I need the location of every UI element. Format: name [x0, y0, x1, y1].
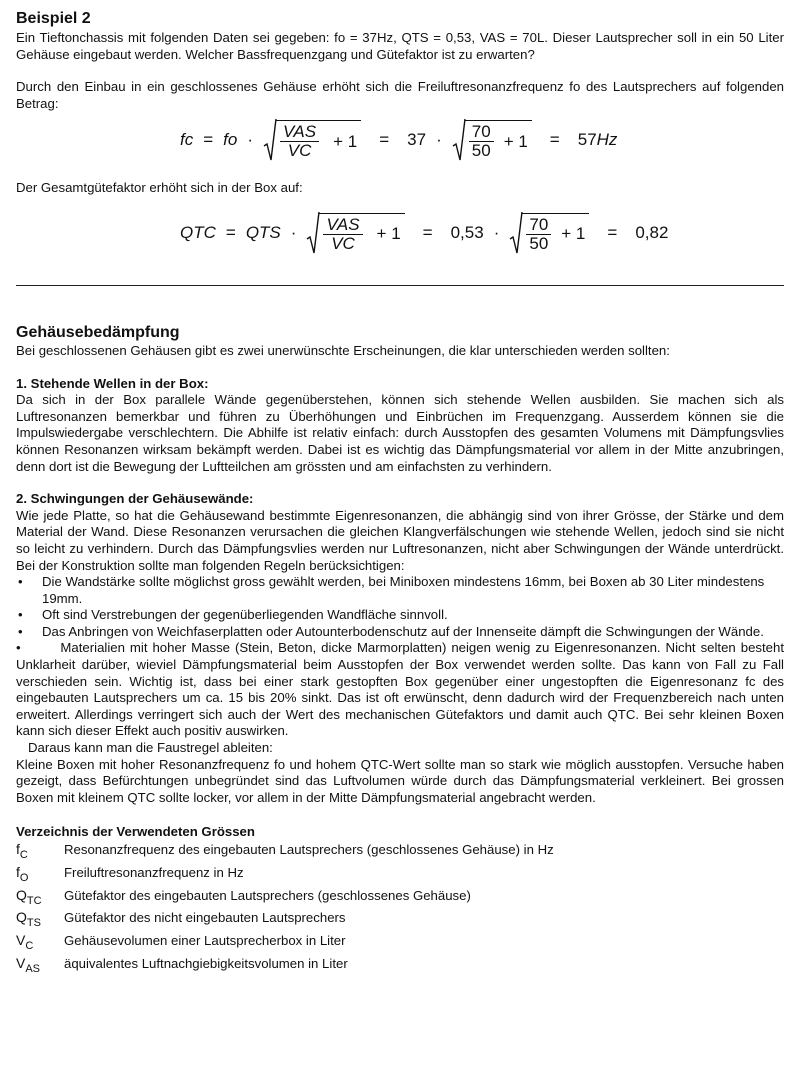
- rules-list: [16, 574, 784, 640]
- formula-fc-num: VAS: [280, 123, 319, 142]
- wall-vibration-text: Wie jede Platte, so hat die Gehäusewand bestimmte Eigenresonanzen, die abhängig sind von ihrer Grösse, der Stärke und dem Material der Wand. Diese Resonanzen verursachen die gleichen Klangverfälschungen wie stehende Wellen, jedoch sind sie nicht so leicht zu verhindern. Durch das Dämpfungsvlies werden nur Luftresonanzen, nicht aber Schwingungen der Wände unterdrückt. Bei der Konstruktion sollte man folgenden Regeln berücksichtigen:: [16, 507, 784, 573]
- formula-fc-dot: ·: [247, 130, 254, 150]
- rule-intro: Daraus kann man die Faustregel ableiten:: [28, 740, 273, 756]
- glossary-desc: Gütefaktor des eingebauten Lautsprechers (geschlossenes Gehäuse): [64, 887, 471, 903]
- glossary-symbol: $f_O$: [16, 863, 29, 884]
- quality-text: Der Gesamtgütefaktor erhöht sich in der Box auf:: [16, 180, 303, 196]
- formula-qtc-var: QTS: [245, 222, 281, 242]
- formula-qtc-plus: + 1: [376, 224, 401, 244]
- radical-icon: [509, 211, 523, 255]
- section-divider: [16, 285, 784, 286]
- radical-icon: [306, 211, 320, 255]
- list-item: • Das Anbringen von Weichfaserplatten oder Autounterbodenschutz auf der Innenseite dämpft die Schwingungen der Wände.: [16, 624, 784, 641]
- glossary-symbol: $Q_{TC}$: [16, 886, 42, 907]
- formula-fc-eq3: =: [549, 130, 560, 150]
- formula-fc-eq2: =: [379, 130, 390, 150]
- formula-fc-dot2: ·: [436, 130, 442, 150]
- formula-qtc-numden: 50: [529, 233, 549, 253]
- list-item: • Die Wandstärke sollte möglichst gross gewählt werden, bei Miniboxen mindestens 16mm, bei Boxen ab 30 Liter mindestens 19mm.: [16, 574, 784, 607]
- glossary-desc: Freiluftresonanzfrequenz in Hz: [64, 864, 244, 880]
- formula-qtc-dot2: ·: [493, 222, 500, 242]
- glossary-desc: Gütefaktor des nicht eingebauten Lautsprechers: [64, 910, 346, 926]
- mass-paragraph: • Materialien mit hoher Masse (Stein, Beton, dicke Marmorplatten) neigen wenig zu Eigenresonanzen. Nicht selten besteht Unklarheit darüber, wieviel Dämpfungsmaterial beim Ausstopfen der Box verwendet werden sollte. Das kann von Fall zu Fall verschieden sein. Wichtig ist, dass bei einer stark gestopften Box gegenüber einer ungestopften die Eigenresonanz fc des eingebauten Lautsprechers um ca. 15 bis 20% sinkt. Das ist oft erwünscht, denn dadurch wird der Frequenzbereich nach unten erweitert. Allerdings verringert sich auch der Wert des mechanischen Gütefaktors und damit auch QTC. Bei sehr kleinen Boxen kann sich dieser Effekt auch positiv auswirken.: [16, 640, 788, 739]
- radical-icon: [452, 118, 466, 162]
- glossary-symbol: $V_{AS}$: [16, 954, 41, 975]
- formula-qtc-lhs: QTC: [180, 222, 216, 242]
- formula-fc-plus: + 1: [333, 131, 358, 151]
- formula-qtc-sqrt2: [509, 211, 589, 255]
- formula-qtc-eq3: =: [607, 222, 618, 242]
- formula-qtc-eq2: =: [422, 222, 433, 242]
- formula-fc-val: 37: [407, 130, 427, 150]
- formula-fc-numnum: 70: [469, 123, 494, 142]
- formula-fc-plus2: + 1: [503, 131, 528, 151]
- formula-qtc-val: 0,53: [450, 222, 484, 242]
- formula-fc-den: VC: [287, 141, 312, 161]
- formula-fc-unit: Hz: [596, 130, 618, 150]
- glossary-heading: Verzeichnis der Verwendeten Grössen: [16, 824, 255, 840]
- resonance-text: Durch den Einbau in ein geschlossenes Gehäuse erhöht sich die Freiluftresonanzfrequenz fo des Lautsprechers auf folgenden Betrag:: [16, 79, 784, 111]
- wall-vibration-heading: 2. Schwingungen der Gehäusewände:: [16, 491, 254, 507]
- glossary-desc: Resonanzfrequenz des eingebauten Lautsprechers (geschlossenes Gehäuse) in Hz: [64, 842, 554, 857]
- damping-heading: Gehäusebedämpfung: [16, 323, 180, 341]
- list-item: • Oft sind Verstrebungen der gegenüberliegenden Wandfläche sinnvoll.: [16, 607, 784, 624]
- formula-qtc-eq: =: [225, 222, 236, 242]
- formula-fc-eq: =: [203, 130, 214, 150]
- rule-text: Kleine Boxen mit hoher Resonanzfrequenz fo und hohem QTC-Wert sollte man so stark wie möglich ausstopfen. Versuche haben gezeigt, dass Befürchtungen unbegründet sind das Luftvolumen würde durch das Dämpfungsmaterial verkleinert. Bei grossen Boxen mit kleinem QTC sollte locker, vor allem in der Mitte Dämpfungsmaterial angebracht werden.: [16, 756, 784, 805]
- formula-fc-result: 57: [577, 130, 597, 150]
- formula-fc: [180, 114, 784, 166]
- glossary-symbol: $f_C$: [16, 841, 28, 861]
- glossary-desc: Gehäusevolumen einer Lautsprecherbox in Liter: [64, 933, 346, 949]
- formula-qtc-dot: ·: [290, 222, 297, 242]
- formula-fc-numden: 50: [471, 141, 491, 161]
- formula-qtc-sqrt: [306, 211, 404, 255]
- example-heading: Beispiel 2: [16, 10, 91, 27]
- damping-intro: Bei geschlossenen Gehäusen gibt es zwei unerwünschte Erscheinungen, die klar unterschieden werden sollten:: [16, 342, 670, 358]
- formula-qtc: [180, 207, 784, 259]
- glossary-desc: äquivalentes Luftnachgiebigkeitsvolumen in Liter: [64, 955, 348, 971]
- formula-qtc-den: VC: [331, 233, 355, 253]
- glossary-list: [16, 841, 784, 978]
- formula-qtc-result: 0,82: [635, 222, 669, 242]
- standing-waves-text: Da sich in der Box parallele Wände gegenüberstehen, können sich stehende Wellen ausbilden. Sie machen sich als Luftresonanzen bemerkbar und führen zu Überhöhungen und Einbrüchen im Frequenzgang. Ausserdem können sie die Impulswiedergabe verschlechtern. Die Abhilfe ist relativ einfach: durch Ausstopfen des gesamten Volumens mit Dämpfungsvlies können Resonanzen wirksam bekämpft werden. Dabei ist es wichtig das Dämpfungsmaterial vor allem in der Mitte anzubringen, denn dort ist die Bewegung der Luftteilchen am grössten und am einfachsten zu verhindern.: [16, 392, 784, 474]
- formula-fc-sqrt2: [452, 118, 532, 162]
- formula-qtc-num: VAS: [323, 216, 362, 235]
- glossary-symbol: $V_C$: [16, 932, 34, 952]
- formula-fc-var: fo: [223, 130, 238, 150]
- radical-icon: [263, 118, 277, 162]
- formula-fc-lhs: fc: [180, 130, 194, 150]
- formula-qtc-plus2: + 1: [561, 224, 586, 244]
- glossary-symbol: $Q_{TS}$: [16, 909, 41, 930]
- standing-waves-heading: 1. Stehende Wellen in der Box:: [16, 375, 209, 391]
- formula-fc-sqrt: [263, 118, 361, 162]
- example-intro: Ein Tieftonchassis mit folgenden Daten sei gegeben: fo = 37Hz, QTS = 0,53, VAS = 70L. Dieser Lautsprecher soll in ein 50 Liter Gehäuse eingebaut werden. Welcher Bassfrequenzgang und Gütefaktor ist zu erwarten?: [16, 30, 784, 62]
- formula-qtc-numnum: 70: [526, 216, 551, 235]
